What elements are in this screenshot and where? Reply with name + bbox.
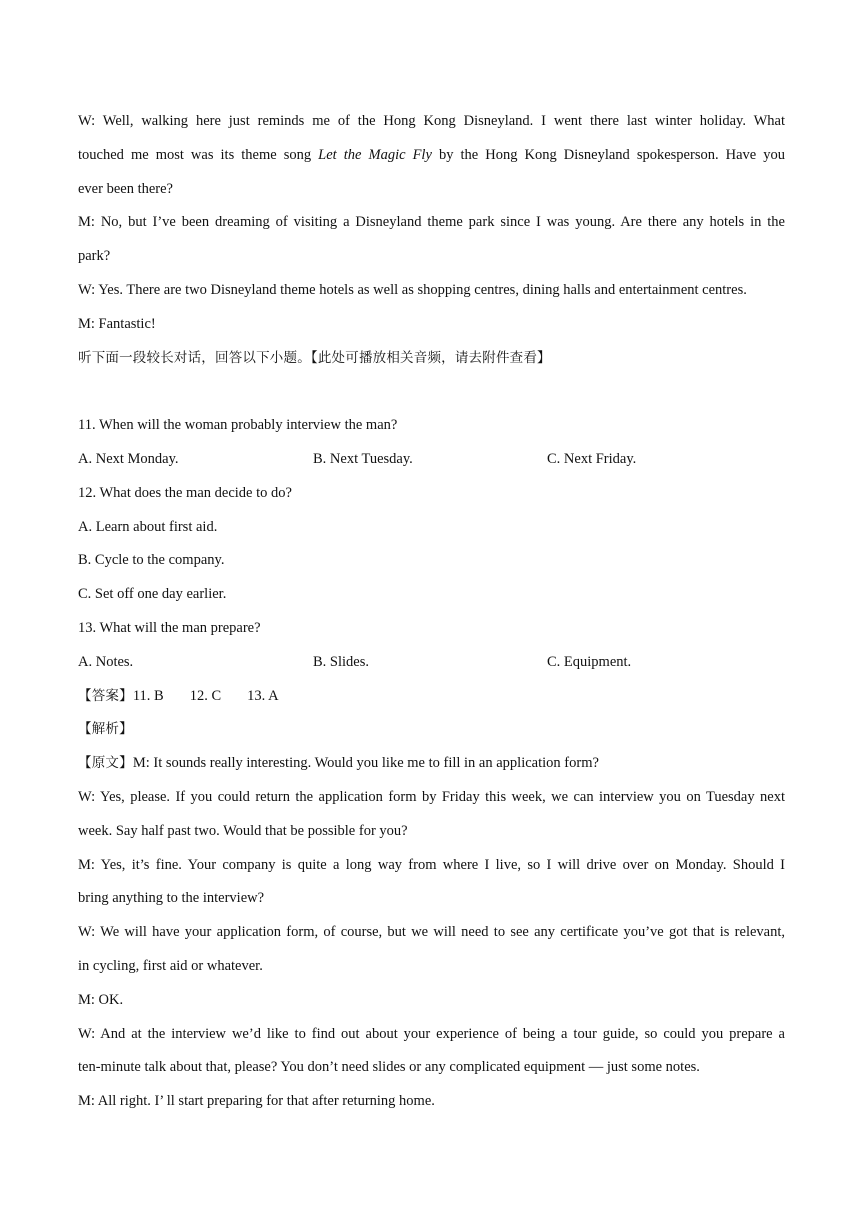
transcript-line: bring anything to the interview?: [78, 890, 265, 907]
page-content: [78, 105, 785, 1119]
answer-item: 11. B: [132, 687, 164, 704]
question-options: [78, 646, 785, 680]
option-b: B. Slides.: [313, 653, 369, 670]
transcript-text: M: It sounds really interesting. Would you like me to fill in an application form?: [132, 755, 599, 772]
option-b: B. Cycle to the company.: [78, 552, 225, 569]
dialogue-line: W: Yes. There are two Disneyland theme hotels as well as shopping centres, dining halls and entertainment centres.: [78, 281, 747, 298]
dialogue-line: M: Fantastic!: [78, 315, 156, 332]
question-stem: 12. What does the man decide to do?: [78, 484, 292, 501]
answer-item: 12. C: [189, 687, 222, 704]
dialogue-text: touched me most was its theme song: [78, 146, 319, 163]
transcript-line: in cycling, first aid or whatever.: [78, 957, 263, 974]
transcript-line: W: We will have your application form, of course, but we will need to see any certificate you’ve got that is relevant,: [78, 924, 785, 941]
transcript-line: ten-minute talk about that, please? You don’t need slides or any complicated equipment — just some notes.: [78, 1059, 700, 1076]
answer-line: [78, 680, 785, 714]
option-c: C. Next Friday.: [547, 450, 637, 467]
option-c: C. Equipment.: [547, 653, 632, 670]
transcript-line: [78, 747, 785, 781]
option-b: B. Next Tuesday.: [313, 450, 413, 467]
answer-label: 【答案】: [78, 687, 133, 704]
transcript-line: W: And at the interview we’d like to find out about your experience of being a tour guide, so could you prepare a: [78, 1025, 785, 1042]
song-title: Let the Magic Fly: [318, 146, 432, 163]
question-options: [78, 443, 785, 477]
dialogue-line: [78, 139, 785, 173]
dialogue-text: by the Hong Kong Disneyland spokesperson. Have you: [431, 146, 785, 163]
dialogue-line: ever been there?: [78, 180, 173, 197]
transcript-line: M: Yes, it’s fine. Your company is quite a long way from where I live, so I will drive over on Monday. Should I: [78, 856, 785, 873]
spacer: [78, 375, 785, 409]
transcript-line: M: All right. I’ ll start preparing for that after returning home.: [78, 1093, 435, 1110]
question-stem: 13. What will the man prepare?: [78, 619, 261, 636]
dialogue-line: W: Well, walking here just reminds me of the Hong Kong Disneyland. I went there last winter holiday. What: [78, 113, 785, 129]
analysis-label: 【解析】: [78, 721, 133, 738]
transcript-line: week. Say half past two. Would that be possible for you?: [78, 822, 408, 839]
transcript-line: M: OK.: [78, 991, 124, 1008]
transcript-label: 【原文】: [78, 755, 133, 772]
answer-item: 13. A: [247, 687, 279, 704]
option-a: A. Notes.: [78, 653, 134, 670]
option-a: A. Next Monday.: [78, 450, 179, 467]
dialogue-line: M: No, but I’ve been dreaming of visiting a Disneyland theme park since I was young. Are there any hotels in the: [78, 214, 785, 231]
option-c: C. Set off one day earlier.: [78, 586, 227, 603]
question-stem: 11. When will the woman probably interview the man?: [78, 417, 398, 434]
section-instruction: 听下面一段较长对话，回答以下小题。【此处可播放相关音频，请去附件查看】: [78, 349, 551, 366]
option-a: A. Learn about first aid.: [78, 518, 218, 535]
dialogue-line: park?: [78, 248, 111, 265]
transcript-line: W: Yes, please. If you could return the application form by Friday this week, we can interview you on Tuesday next: [78, 788, 785, 805]
